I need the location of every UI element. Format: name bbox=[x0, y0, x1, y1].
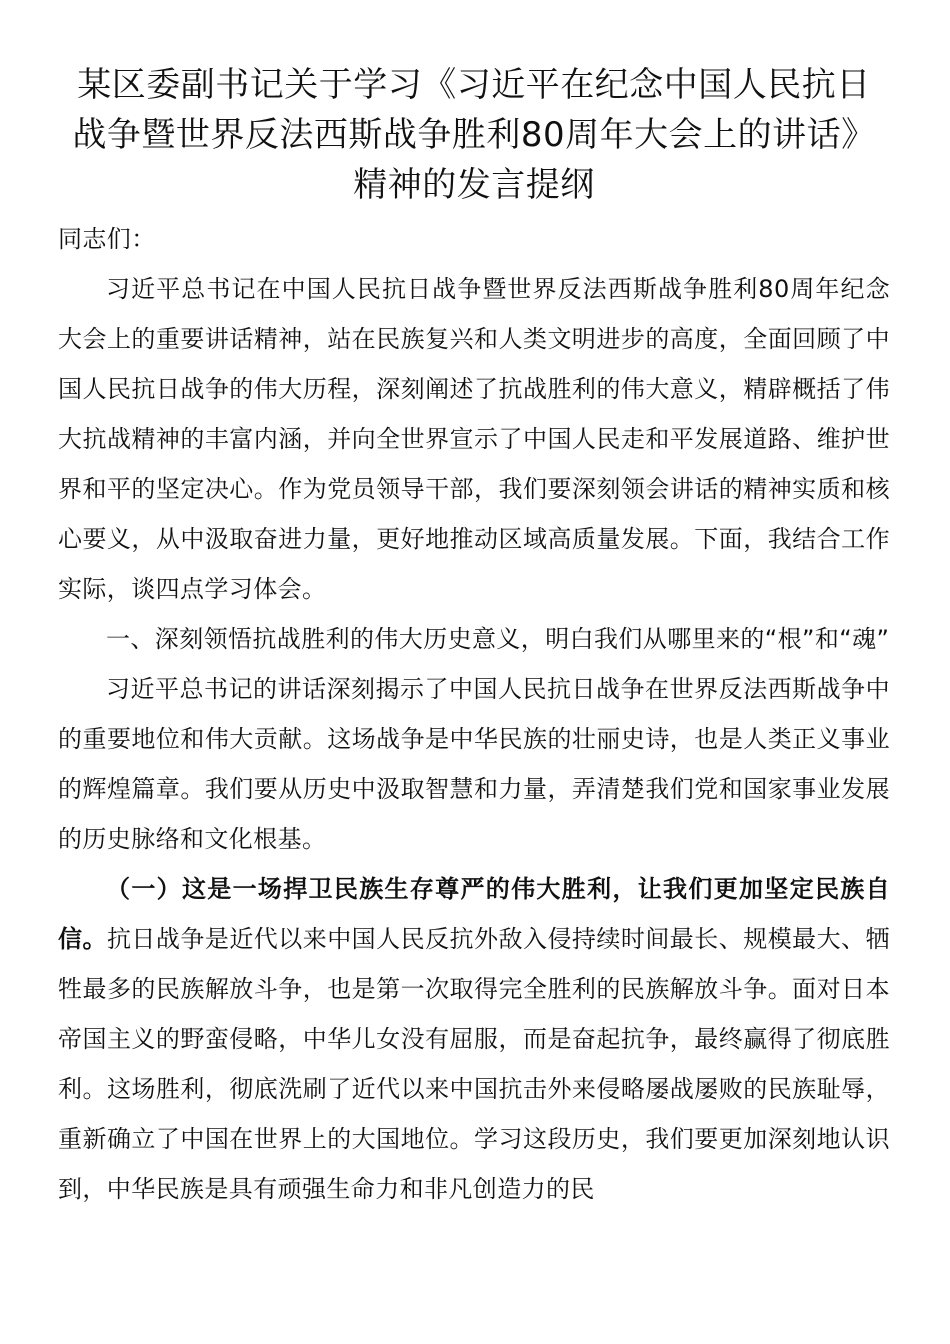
document-page bbox=[58, 60, 890, 1214]
document-title bbox=[58, 60, 890, 210]
salutation: 同志们： bbox=[58, 225, 156, 253]
title-line-1: 某区委副书记关于学习《习近平在纪念中国人民抗日 bbox=[77, 65, 871, 105]
section-one-paragraph: 习近平总书记的讲话深刻揭示了中国人民抗日战争在世界反法西斯战争中的重要地位和伟大贡献。这场战争是中华民族的壮丽史诗，也是人类正义事业的辉煌篇章。我们要从历史中汲取智慧和力量，弄清楚我们党和国家事业发展的历史脉络和文化根基。 bbox=[58, 675, 890, 853]
subsection-one-text: 抗日战争是近代以来中国人民反抗外敌入侵持续时间最长、规模最大、牺牲最多的民族解放斗争，也是第一次取得完全胜利的民族解放斗争。面对日本帝国主义的野蛮侵略，中华儿女没有屈服，而是奋起抗争，最终赢得了彻底胜利。这场胜利，彻底洗刷了近代以来中国抗击外来侵略屡战屡败的民族耻辱，重新确立了中国在世界上的大国地位。学习这段历史，我们要更加深刻地认识到，中华民族是具有顽强生命力和非凡创造力的民 bbox=[58, 925, 890, 1203]
section-one-heading: 一、深刻领悟抗战胜利的伟大历史意义，明白我们从哪里来的“根”和“魂” bbox=[106, 625, 890, 653]
subsection-one-heading: （一）这是一场捍卫民族生存尊严的伟大胜利，让我们更加坚定民族自信。 bbox=[58, 875, 890, 953]
title-line-3: 精神的发言提纲 bbox=[353, 165, 595, 205]
intro-paragraph: 习近平总书记在中国人民抗日战争暨世界反法西斯战争胜利80周年纪念大会上的重要讲话精神，站在民族复兴和人类文明进步的高度，全面回顾了中国人民抗日战争的伟大历程，深刻阐述了抗战胜利的伟大意义，精辟概括了伟大抗战精神的丰富内涵，并向全世界宣示了中国人民走和平发展道路、维护世界和平的坚定决心。作为党员领导干部，我们要深刻领会讲话的精神实质和核心要义，从中汲取奋进力量，更好地推动区域高质量发展。下面，我结合工作实际，谈四点学习体会。 bbox=[58, 275, 890, 603]
subsection-one-paragraph bbox=[58, 864, 890, 1214]
title-line-2: 战争暨世界反法西斯战争胜利80周年大会上的讲话》 bbox=[72, 115, 876, 155]
